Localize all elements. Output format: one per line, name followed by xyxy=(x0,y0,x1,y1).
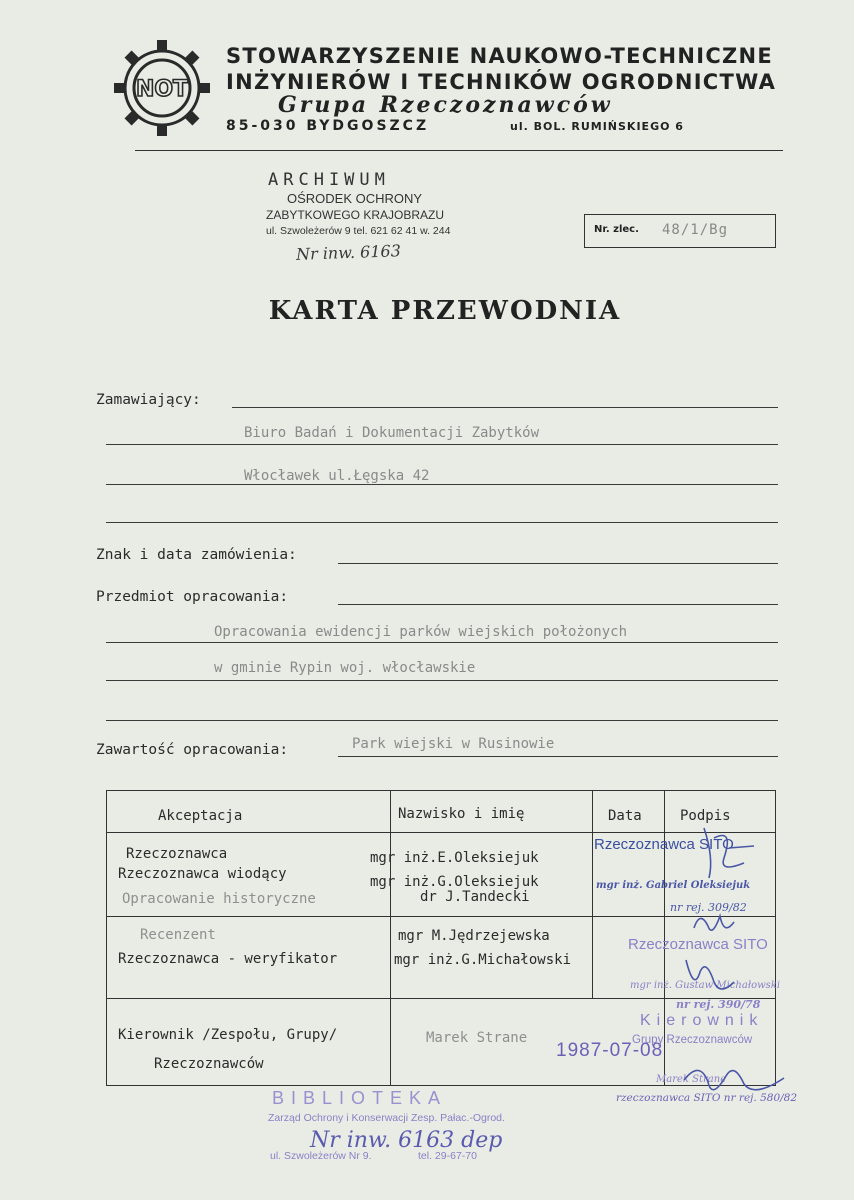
row1-role-1: Rzeczoznawca xyxy=(126,846,228,862)
org-street: ul. BOL. RUMIŃSKIEGO 6 xyxy=(510,120,684,133)
row3-role-2: Rzeczoznawców xyxy=(154,1056,264,1072)
archive-stamp-line1: OŚRODEK OCHRONY xyxy=(287,191,423,206)
sito-stamp-2-reg: nr rej. 390/78 xyxy=(676,998,761,1011)
table-row1-divider xyxy=(106,916,776,917)
sito-stamp-1: Rzeczoznawca SITO xyxy=(594,836,734,853)
row3-role-1: Kierownik /Zespołu, Grupy/ xyxy=(118,1027,338,1043)
subject-value-2: w gminie Rypin woj. włocławskie xyxy=(214,660,476,676)
header-date: Data xyxy=(608,808,642,824)
client-line-1 xyxy=(232,407,778,408)
row2-name-2: mgr inż.G.Michałowski xyxy=(394,952,572,968)
sito-stamp-2-name: mgr inż. Gustaw Michałowski xyxy=(630,980,781,991)
manager-stamp-title: Kierownik xyxy=(640,1012,764,1029)
row1-role-2: Rzeczoznawca wiodący xyxy=(118,866,287,882)
header-signature: Podpis xyxy=(680,808,731,824)
subject-line-2 xyxy=(106,642,778,643)
row2-role-1: Recenzent xyxy=(140,927,216,943)
table-col-divider-2 xyxy=(592,790,593,998)
contents-line xyxy=(338,756,778,757)
library-stamp-title: BIBLIOTEKA xyxy=(272,1088,448,1108)
subject-label: Przedmiot opracowania: xyxy=(96,589,289,605)
order-line xyxy=(338,563,778,564)
client-value-1: Biuro Badań i Dokumentacji Zabytków xyxy=(244,425,540,441)
client-line-2 xyxy=(106,444,778,445)
org-name-line1: STOWARZYSZENIE NAUKOWO-TECHNICZNE xyxy=(226,44,774,68)
signature-1 xyxy=(694,818,764,892)
client-label: Zamawiający: xyxy=(96,392,201,408)
contents-label: Zawartość opracowania: xyxy=(96,742,289,758)
archive-stamp-title: ARCHIWUM xyxy=(268,170,390,190)
archive-inventory-handwritten: Nr inw. 6163 xyxy=(295,241,402,264)
row1-name-2: mgr inż.G.Oleksiejuk xyxy=(370,874,539,890)
subject-value-1: Opracowania ewidencji parków wiejskich położonych xyxy=(214,624,628,640)
archive-stamp-line2: ZABYTKOWEGO KRAJOBRAZU xyxy=(266,208,445,222)
row2-role-2: Rzeczoznawca - weryfikator xyxy=(118,951,338,967)
row1-name-3: dr J.Tandecki xyxy=(420,889,530,905)
client-line-4 xyxy=(106,522,778,523)
sito-stamp-1-name: mgr inż. Gabriel Oleksiejuk xyxy=(596,880,751,891)
library-inventory-handwritten: Nr inw. 6163 dep xyxy=(310,1128,503,1153)
row1-role-3: Opracowanie historyczne xyxy=(122,891,316,907)
org-name-line2: INŻYNIERÓW I TECHNIKÓW OGRODNICTWA xyxy=(226,70,777,94)
header-acceptance: Akceptacja xyxy=(158,808,243,824)
sito-stamp-2: Rzeczoznawca SITO xyxy=(628,936,768,953)
logo-text: NOT xyxy=(135,77,189,102)
org-group-name: Grupa Rzeczoznawców xyxy=(278,92,613,118)
header-name: Nazwisko i imię xyxy=(398,806,525,822)
library-stamp-line3: tel. 29-67-70 xyxy=(418,1150,477,1162)
ndt-logo xyxy=(110,36,214,140)
subject-line-1 xyxy=(338,604,778,605)
sito-stamp-1-reg: nr rej. 309/82 xyxy=(670,901,747,914)
library-stamp-line1: Zarząd Ochrony i Konserwacji Zesp. Pałac.-Ogrod. xyxy=(268,1112,505,1124)
org-city: 85-030 BYDGOSZCZ xyxy=(226,118,430,134)
signature-3 xyxy=(680,952,740,1004)
manager-stamp-reg: rzeczoznawca SITO nr rej. 580/82 xyxy=(616,1092,798,1104)
manager-stamp-subtitle: Grupy Rzeczoznawców xyxy=(632,1034,753,1046)
archive-stamp-line3: ul. Szwoleżerów 9 tel. 621 62 41 w. 244 xyxy=(266,225,451,237)
subject-line-4 xyxy=(106,720,778,721)
order-number-label: Nr. zlec. xyxy=(594,224,639,235)
library-stamp-line2: ul. Szwoleżerów Nr 9. xyxy=(270,1150,372,1162)
subject-line-3 xyxy=(106,680,778,681)
manager-stamp-name: Marek Strane xyxy=(656,1074,727,1085)
contents-value: Park wiejski w Rusinowie xyxy=(352,736,555,752)
client-line-3 xyxy=(106,484,778,485)
client-value-2: Włocławek ul.Łęgska 42 xyxy=(244,468,430,484)
letterhead-divider xyxy=(135,150,783,151)
table-col-divider-1 xyxy=(390,790,391,1086)
signature-4 xyxy=(680,1050,790,1114)
row1-name-1: mgr inż.E.Oleksiejuk xyxy=(370,850,539,866)
row2-name-1: mgr M.Jędrzejewska xyxy=(398,928,550,944)
row3-name: Marek Strane xyxy=(426,1030,528,1046)
table-header-divider xyxy=(106,832,776,833)
document-title: KARTA PRZEWODNIA xyxy=(268,296,622,326)
order-label: Znak i data zamówienia: xyxy=(96,547,297,563)
row3-date-stamp: 1987-07-08 xyxy=(556,1040,664,1061)
order-number-value: 48/1/Bg xyxy=(662,222,729,238)
